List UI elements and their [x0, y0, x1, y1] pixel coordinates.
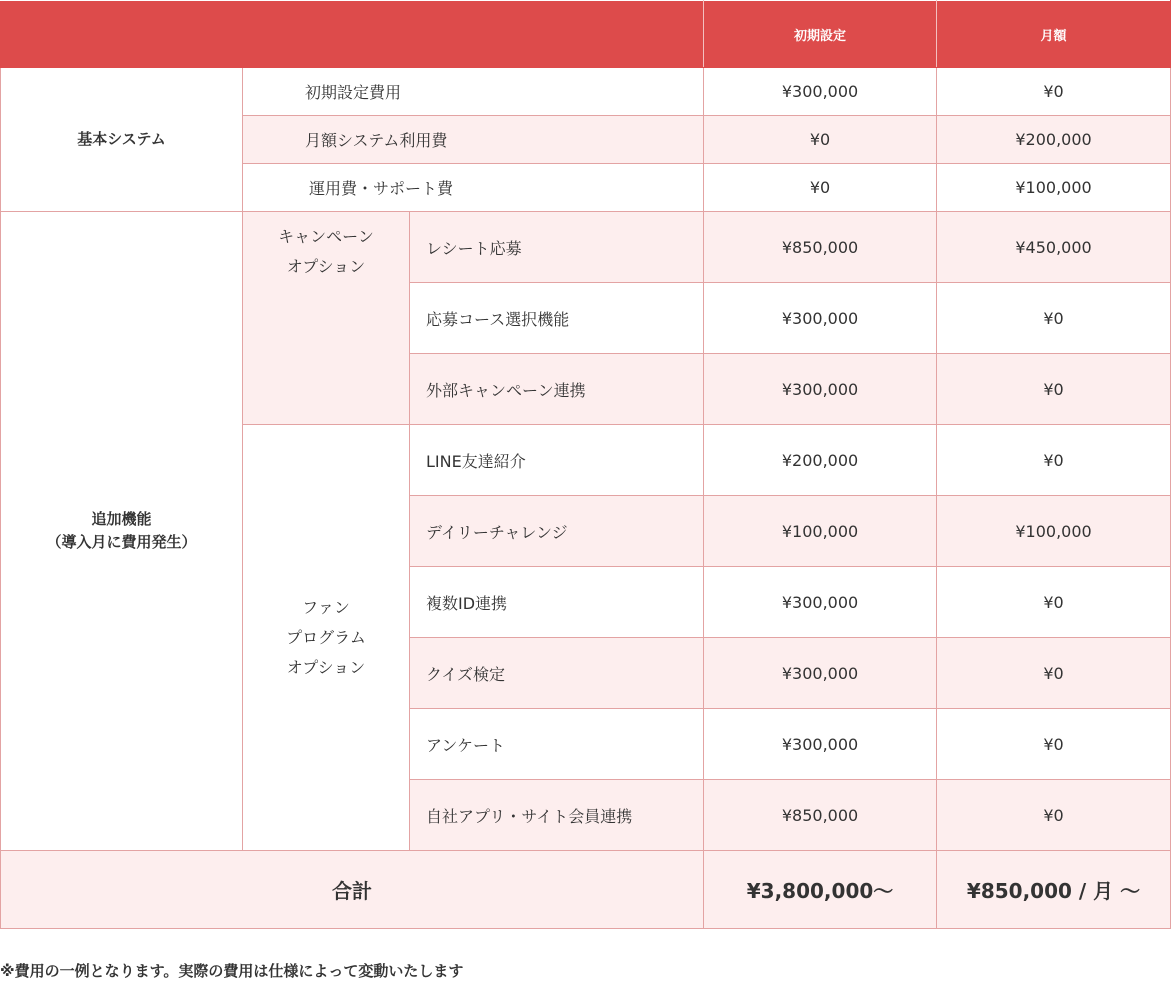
- initial-fee: ¥300,000: [704, 283, 937, 354]
- monthly-fee: ¥450,000: [937, 212, 1171, 283]
- group-fan-line2: プログラム: [286, 627, 366, 647]
- initial-fee: ¥200,000: [704, 425, 937, 496]
- table-row: [1, 212, 1171, 283]
- monthly-fee: ¥0: [937, 68, 1171, 116]
- category-additional-line2: （導入月に費用発生）: [46, 533, 197, 551]
- monthly-fee: ¥0: [937, 638, 1171, 709]
- initial-fee: ¥0: [704, 164, 937, 212]
- group-campaign-line1: キャンペーン: [278, 227, 374, 246]
- initial-fee: ¥300,000: [704, 68, 937, 116]
- category-basic: 基本システム: [1, 68, 243, 212]
- item-name: 応募コース選択機能: [410, 283, 704, 354]
- monthly-fee: ¥0: [937, 283, 1171, 354]
- total-row: [1, 851, 1171, 929]
- group-fan-line3: オプション: [286, 657, 366, 677]
- item-name: 外部キャンペーン連携: [410, 354, 704, 425]
- group-fan-line1: ファン: [302, 597, 350, 617]
- initial-fee: ¥300,000: [704, 638, 937, 709]
- category-additional-line1: 追加機能: [91, 510, 152, 528]
- total-initial: ¥3,800,000〜: [704, 851, 937, 929]
- header-blank-cell: [1, 1, 704, 68]
- monthly-fee: ¥0: [937, 354, 1171, 425]
- item-name: 運用費・サポート費: [243, 164, 704, 212]
- footnote: ※費用の一例となります。実際の費用は仕様によって変動いたします: [0, 962, 464, 980]
- monthly-fee: ¥0: [937, 425, 1171, 496]
- monthly-fee: ¥100,000: [937, 496, 1171, 567]
- item-name: LINE友達紹介: [410, 425, 704, 496]
- item-name: レシート応募: [410, 212, 704, 283]
- item-name: クイズ検定: [410, 638, 704, 709]
- total-monthly: ¥850,000 / 月 〜: [937, 851, 1171, 929]
- item-name: アンケート: [410, 709, 704, 780]
- group-campaign-line2: オプション: [286, 257, 366, 276]
- item-name: 初期設定費用: [243, 68, 704, 116]
- monthly-fee: ¥200,000: [937, 116, 1171, 164]
- category-additional: [1, 212, 243, 851]
- initial-fee: ¥850,000: [704, 780, 937, 851]
- initial-fee: ¥300,000: [704, 567, 937, 638]
- item-name: デイリーチャレンジ: [410, 496, 704, 567]
- table-row: [1, 68, 1171, 116]
- header-monthly: 月額: [937, 1, 1171, 68]
- initial-fee: ¥850,000: [704, 212, 937, 283]
- item-name: 月額システム利用費: [243, 116, 704, 164]
- monthly-fee: ¥0: [937, 780, 1171, 851]
- header-row: [1, 1, 1171, 68]
- initial-fee: ¥300,000: [704, 354, 937, 425]
- monthly-fee: ¥0: [937, 709, 1171, 780]
- item-name: 複数ID連携: [410, 567, 704, 638]
- header-initial: 初期設定: [704, 1, 937, 68]
- monthly-fee: ¥100,000: [937, 164, 1171, 212]
- group-campaign: [243, 212, 410, 425]
- total-label: 合計: [1, 851, 704, 929]
- initial-fee: ¥0: [704, 116, 937, 164]
- initial-fee: ¥100,000: [704, 496, 937, 567]
- initial-fee: ¥300,000: [704, 709, 937, 780]
- item-name: 自社アプリ・サイト会員連携: [410, 780, 704, 851]
- monthly-fee: ¥0: [937, 567, 1171, 638]
- group-fan: [243, 425, 410, 851]
